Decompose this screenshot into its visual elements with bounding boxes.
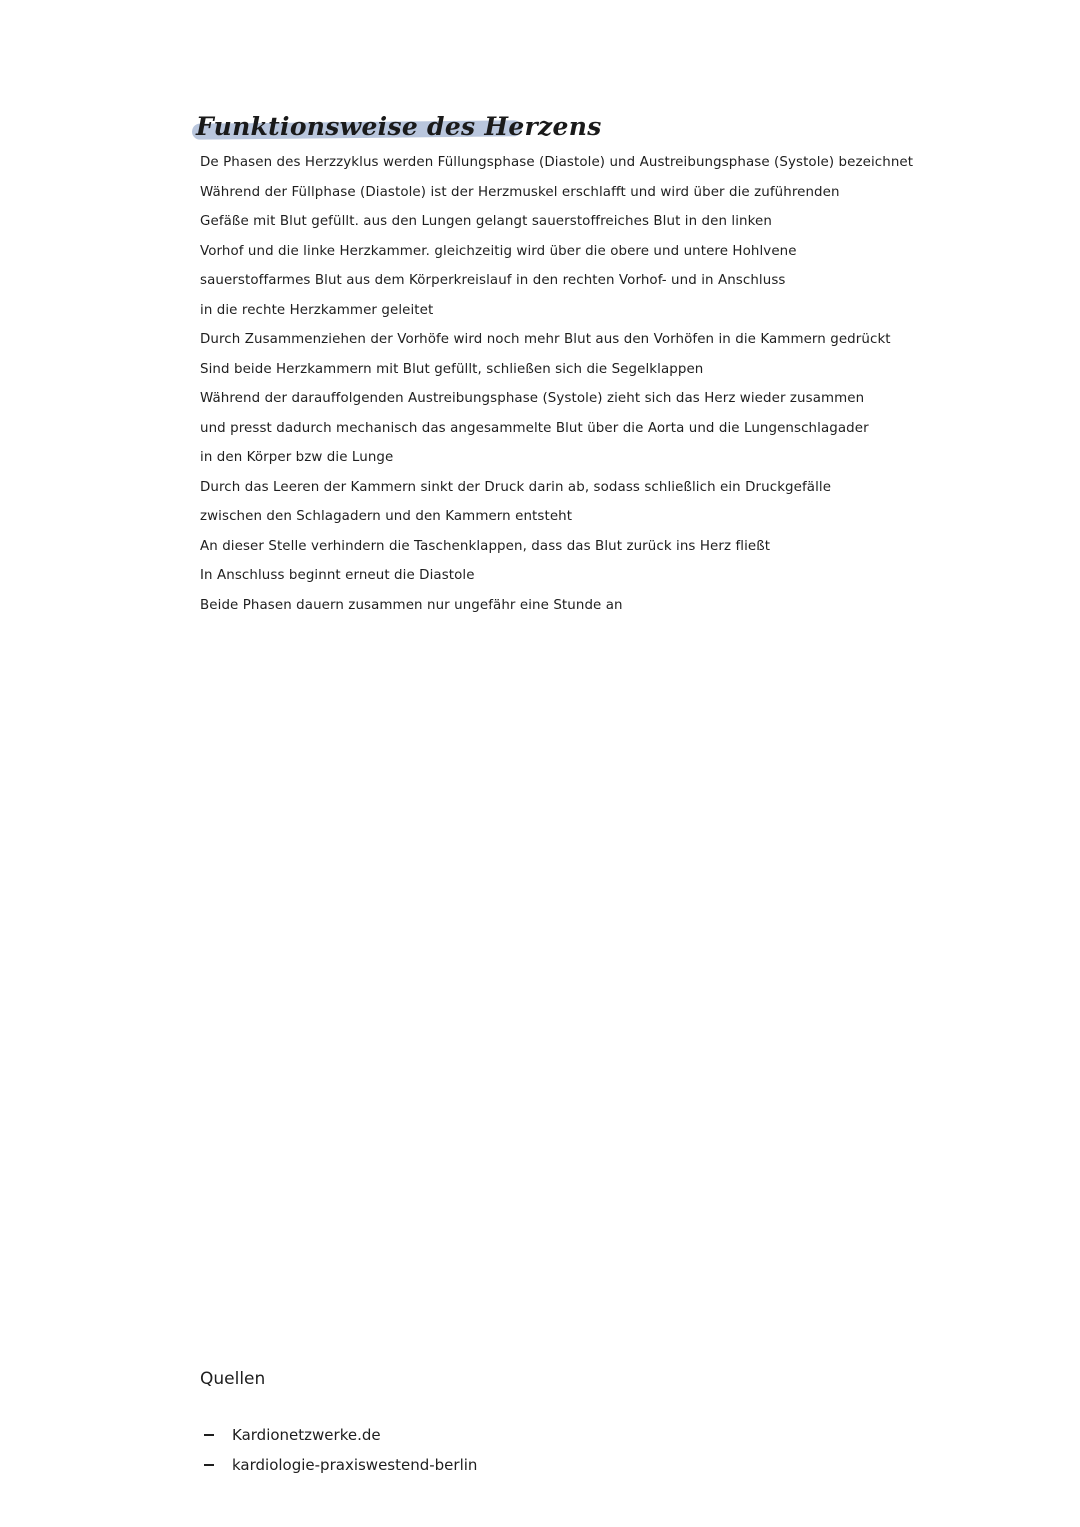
text-line: Während der darauffolgenden Austreibungsphase (Systole) zieht sich das Herz wieder zusammen [200,391,865,406]
list-item [200,1450,477,1480]
text-line: Durch das Leeren der Kammern sinkt der Druck darin ab, sodass schließlich ein Druckgefälle [200,479,832,495]
text-line: Gefäße mit Blut gefüllt. aus den Lungen gelangt sauerstoffreiches Blut in den linken [200,214,772,229]
text-line: Vorhof und die linke Herzkammer. gleichzeitig wird über die obere und untere Hohlvene [200,243,797,259]
source-text: kardiologie-praxiswestend-berlin [232,1456,478,1474]
sources-heading: Quellen [200,1369,266,1389]
body-text [200,148,914,620]
text-line: in den Körper bzw die Lunge [200,450,394,465]
text-line: Durch Zusammenziehen der Vorhöfe wird noch mehr Blut aus den Vorhöfen in die Kammern gedrückt [200,332,891,347]
text-line: sauerstoffarmes Blut aus dem Körperkreislauf in den rechten Vorhof- und in Anschluss [200,273,786,288]
text-line: An dieser Stelle verhindern die Taschenklappen, dass das Blut zurück ins Herz fließt [200,538,771,554]
text-line: Sind beide Herzkammern mit Blut gefüllt, schließen sich die Segelklappen [200,361,704,377]
sources-section [200,1362,477,1480]
list-item [200,1420,477,1450]
text-line: zwischen den Schlagadern und den Kammern entsteht [200,509,573,524]
title-block [192,108,602,148]
text-line: Beide Phasen dauern zusammen nur ungefähr eine Stunde an [200,597,623,613]
text-line: Während der Füllphase (Diastole) ist der Herzmuskel erschlafft und wird über die zuführenden [200,184,840,200]
dash-bullet-icon [204,1434,214,1436]
page-title: Funktionsweise des Herzens [196,112,602,141]
source-text: Kardionetzwerke.de [232,1426,381,1444]
dash-bullet-icon [204,1464,214,1466]
source-list [200,1420,477,1480]
text-line: in die rechte Herzkammer geleitet [200,302,434,318]
text-line: und presst dadurch mechanisch das angesammelte Blut über die Aorta und die Lungenschlagader [200,420,869,436]
text-line: In Anschluss beginnt erneut die Diastole [200,568,475,583]
text-line: De Phasen des Herzzyklus werden Füllungsphase (Diastole) und Austreibungsphase (Systole) bezeichnet [200,155,914,170]
